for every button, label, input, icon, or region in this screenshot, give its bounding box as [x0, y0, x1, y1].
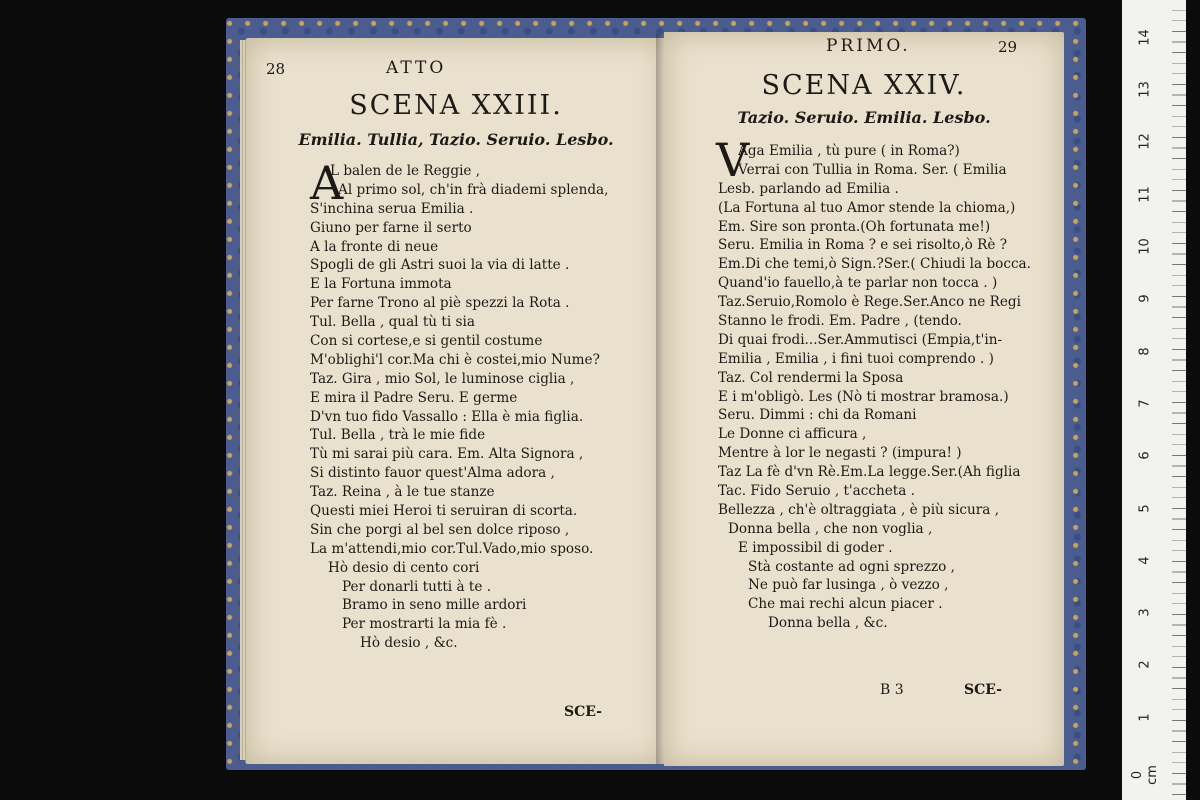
right-drop-cap: V	[716, 133, 750, 187]
text-line: Tù mi sarai più cara. Em. Alta Signora ,	[310, 446, 584, 463]
text-line: Hò desio di cento cori	[328, 559, 480, 576]
text-line: (La Fortuna al tuo Amor stende la chioma,)	[718, 199, 1016, 216]
left-page	[246, 38, 666, 764]
ruler-number: 12	[1137, 133, 1153, 151]
text-line: Taz La fè d'vn Rè.Em.La legge.Ser.(Ah figlia	[718, 464, 1021, 481]
text-line: Questi miei Heroi ti seruiran di scorta.	[310, 503, 578, 520]
right-cast-list: Tazio. Seruio. Emilia. Lesbo.	[737, 108, 991, 127]
ruler-number: 1	[1137, 713, 1153, 722]
ruler-number: 9	[1137, 294, 1153, 303]
text-line: Giuno per farne il serto	[310, 219, 472, 236]
text-line: Stanno le frodi. Em. Padre , (tendo.	[718, 313, 962, 330]
text-line: Emilia , Emilia , i fini tuoi comprendo . )	[718, 350, 994, 367]
text-line: Aga Emilia , tù pure ( in Roma?)	[738, 143, 960, 159]
text-line: E impossibil di goder .	[738, 539, 893, 556]
left-text-block	[310, 156, 609, 653]
text-line: Per donarli tutti à te .	[342, 578, 492, 595]
left-page-number: 28	[266, 60, 286, 78]
text-line: E mira il Padre Seru. E germe	[310, 389, 518, 406]
signature-mark: B 3	[880, 682, 904, 698]
text-line: D'vn tuo fido Vassallo : Ella è mia figlia.	[310, 408, 584, 425]
text-line: E i m'obligò. Les (Nò ti mostrar bramosa.)	[718, 388, 1009, 405]
text-line: Lesb. parlando ad Emilia .	[718, 180, 899, 197]
right-text-block	[718, 142, 1031, 633]
text-line: Seru. Emilia in Roma ? e sei risolto,ò Rè ?	[718, 237, 1008, 254]
text-line: E la Fortuna immota	[310, 276, 452, 293]
text-line: Tac. Fido Seruio , t'accheta .	[718, 483, 916, 500]
measurement-ruler	[1122, 0, 1186, 800]
left-catchword: SCE-	[564, 704, 602, 720]
ruler-number: 3	[1137, 608, 1153, 617]
text-line: La m'attendi,mio cor.Tul.Vado,mio sposo.	[310, 540, 594, 557]
ruler-number: 13	[1137, 81, 1153, 98]
text-line: Donna bella , &c.	[768, 615, 888, 632]
right-running-head: PRIMO.	[826, 36, 911, 56]
text-line: Tul. Bella , trà le mie fide	[310, 427, 486, 444]
text-line: Le Donne ci afficura ,	[718, 426, 867, 443]
text-line: Spogli de gli Astri suoi la via di latte .	[310, 257, 570, 274]
text-line: A la fronte di neue	[310, 238, 439, 255]
text-line: Sin che porgi al bel sen dolce riposo ,	[310, 521, 570, 538]
right-catchword: SCE-	[964, 682, 1002, 698]
text-line: Per mostrarti la mia fè .	[342, 616, 507, 633]
text-line: Di quai frodi...Ser.Ammutisci (Empia,t'in-	[718, 331, 1003, 348]
ruler-number: 14	[1137, 29, 1153, 46]
text-line: Tul. Bella , qual tù ti sia	[310, 314, 475, 331]
text-line: Hò desio , &c.	[360, 635, 458, 652]
text-line: Verrai con Tullia in Roma. Ser. ( Emilia	[738, 161, 1007, 178]
text-line: Donna bella , che non voglia ,	[728, 520, 933, 537]
right-page-number: 29	[998, 38, 1018, 56]
text-line: Taz.Seruio,Romolo è Rege.Ser.Anco ne Regi	[718, 294, 1021, 311]
ruler-unit-label: 0 cm	[1130, 765, 1160, 785]
text-line: Bellezza , ch'è oltraggiata , è più sicura ,	[718, 501, 1000, 518]
text-line: Si distinto fauor quest'Alma adora ,	[310, 465, 555, 482]
text-line: Taz. Gira , mio Sol, le luminose ciglia ,	[310, 370, 575, 387]
text-line: Ne può far lusinga , ò vezzo ,	[748, 577, 949, 594]
text-line: Per farne Trono al piè spezzi la Rota .	[310, 295, 570, 312]
text-line: Che mai rechi alcun piacer .	[748, 596, 943, 613]
ruler-number: 2	[1137, 660, 1153, 670]
text-line: Al primo sol, ch'in frà diademi splenda,	[338, 181, 609, 198]
text-line: M'oblighi'l cor.Ma chi è costei,mio Nume?	[310, 351, 600, 368]
left-running-head: ATTO	[386, 58, 447, 78]
ruler-number: 11	[1137, 185, 1153, 203]
ruler-number: 5	[1137, 503, 1153, 513]
ruler-number: 10	[1137, 238, 1153, 255]
ruler-number: 6	[1137, 451, 1153, 460]
ruler-number: 8	[1137, 346, 1153, 356]
text-line: Stà costante ad ogni sprezzo ,	[748, 558, 955, 575]
ruler-number: 4	[1137, 556, 1153, 565]
text-line: Taz. Reina , à le tue stanze	[310, 484, 495, 501]
text-line: Quand'io fauello,à te parlar non tocca . )	[718, 275, 998, 292]
text-line: Seru. Dimmi : chi da Romani	[718, 407, 917, 424]
right-scene-title: SCENA XXIV.	[761, 70, 967, 101]
text-line: Mentre à lor le negasti ? (impura! )	[718, 445, 962, 462]
text-line: S'inchina serua Emilia .	[310, 200, 474, 217]
left-drop-cap: A	[310, 156, 344, 210]
text-line: L balen de le Reggie ,	[330, 163, 481, 179]
ruler-number: 7	[1137, 399, 1153, 408]
left-scene-title: SCENA XXIII.	[349, 90, 563, 121]
text-line: Con si cortese,e si gentil costume	[310, 333, 543, 350]
right-page	[664, 32, 1064, 766]
text-line: Bramo in seno mille ardori	[342, 597, 527, 614]
text-line: Em. Sire son pronta.(Oh fortunata me!)	[718, 218, 991, 235]
left-cast-list: Emilia. Tullia, Tazio. Seruio. Lesbo.	[298, 130, 614, 149]
text-line: Taz. Col rendermi la Sposa	[718, 369, 904, 386]
text-line: Em.Di che temi,ò Sign.?Ser.( Chiudi la bocca.	[718, 256, 1031, 273]
